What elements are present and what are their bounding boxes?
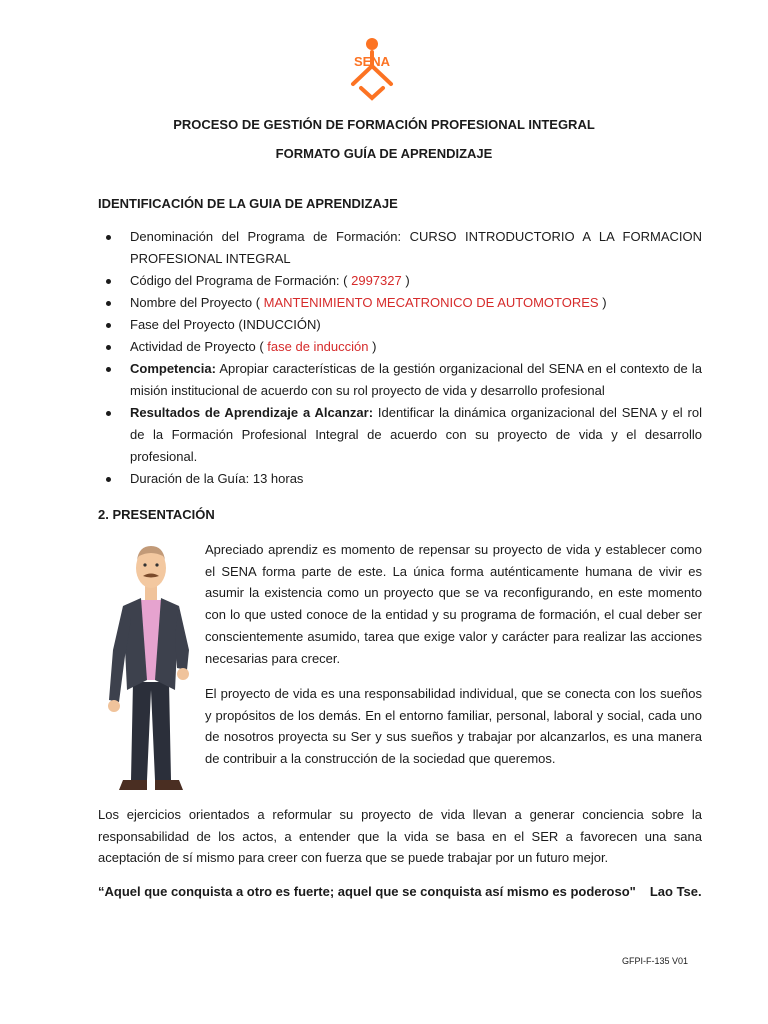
list-item xyxy=(98,226,702,270)
quote-text: “Aquel que conquista a otro es fuerte; aquel que se conquista así mismo es poderoso" xyxy=(98,884,636,899)
program-code: 2997327 xyxy=(351,273,402,288)
document-code: GFPI-F-135 V01 xyxy=(622,956,689,966)
presentation-paragraph-1: Apreciado aprendiz es momento de repensar su proyecto de vida y establecer como el SENA forma parte de este. La única forma auténticamente humana de vivir es asumir la existencia como un proyecto que se va reconfigurando, en este momento con lo que usted conoce de la entidad y su programa de formación, el cual deber ser conscientemente asumido, tarea que exige valor y carácter para realizar las acciones necesarias para crecer. xyxy=(205,542,702,666)
item-text: Apropiar características de la gestión organizacional del SENA en el contexto de la misión institucional de acuerdo con su rol proyecto de vida y desarrollo profesional xyxy=(130,361,702,398)
list-item: Actividad de Proyecto ( fase de inducción ) xyxy=(98,336,702,358)
item-text: Identificar la dinámica organizacional del SENA y el rol de la Formación Profesional Integral de acuerdo con su proyecto de vida y el desarrollo profesional. xyxy=(130,405,702,464)
format-subtitle: FORMATO GUÍA DE APRENDIZAJE xyxy=(275,146,493,161)
item-text: Denominación del Programa de Formación: CURSO INTRODUCTORIO A LA FORMACION PROFESIONAL INTEGRAL xyxy=(130,229,702,266)
list-item: Código del Programa de Formación: ( 2997327 ) xyxy=(98,270,702,292)
item-text: Fase del Proyecto (INDUCCIÓN) xyxy=(130,317,321,332)
quote-author: Lao Tse. xyxy=(649,884,702,899)
sena-logo xyxy=(341,36,403,102)
item-text: Nombre del Proyecto ( xyxy=(130,295,264,310)
presentation-paragraph-3: Los ejercicios orientados a reformular su proyecto de vida llevan a generar conciencia sobre la responsabilidad de los actos, a entender que la vida se basa en el SER a favorecen una sana aceptación de sí mismo para creer con fuerza que se puede trabajar por un futuro mejor. xyxy=(98,807,702,866)
identification-heading: IDENTIFICACIÓN DE LA GUIA DE APRENDIZAJE xyxy=(98,196,398,211)
logo-text: SENA xyxy=(353,54,391,69)
project-name: MANTENIMIENTO MECATRONICO DE AUTOMOTORES xyxy=(263,295,599,310)
list-item xyxy=(98,402,702,468)
project-activity: fase de inducción xyxy=(267,339,369,354)
item-text: Duración de la Guía: 13 horas xyxy=(130,471,304,486)
item-text: Código del Programa de Formación: ( xyxy=(130,273,352,288)
presentation-paragraph-2: El proyecto de vida es una responsabilidad individual, que se conecta con los sueños y propósitos de los demás. En el entorno familiar, personal, laboral y social, cada uno de nosotros proyecta su Ser y sus sueños y trabajar por alcanzarlos, es una manera de contribuir a la construcción de la sociedad que queremos. xyxy=(205,686,702,767)
identification-list xyxy=(98,226,702,490)
item-label: Competencia: xyxy=(130,361,216,376)
quote xyxy=(98,884,708,899)
list-item: Nombre del Proyecto ( MANTENIMIENTO MECATRONICO DE AUTOMOTORES ) xyxy=(98,292,702,314)
process-title: PROCESO DE GESTIÓN DE FORMACIÓN PROFESIONAL INTEGRAL xyxy=(173,117,595,132)
presentation-heading: 2. PRESENTACIÓN xyxy=(98,507,215,522)
item-label: Resultados de Aprendizaje a Alcanzar: xyxy=(130,405,374,420)
item-text: Actividad de Proyecto ( xyxy=(130,339,268,354)
list-item xyxy=(98,468,702,490)
list-item xyxy=(98,314,702,336)
list-item xyxy=(98,358,702,402)
man-illustration xyxy=(103,540,199,798)
